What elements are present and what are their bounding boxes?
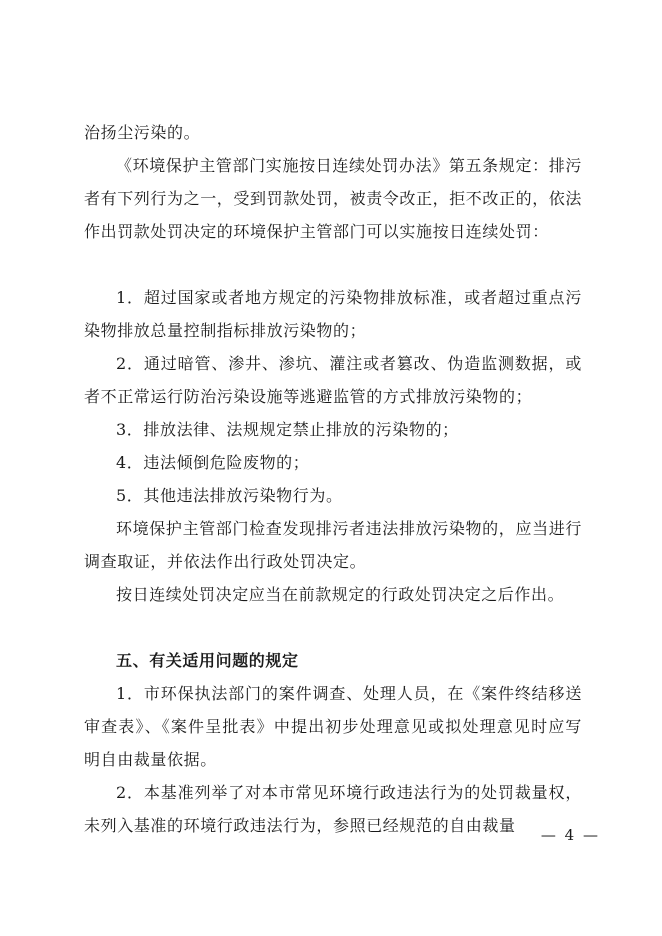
list-item-1: 1．超过国家或者地方规定的污染物排放标准，或者超过重点污染物排放总量控制指标排放污染物的； xyxy=(84,288,582,340)
paragraph-article-five: 《环境保护主管部门实施按日连续处罚办法》第五条规定：排污者有下列行为之一，受到罚款处罚，被责令改正，拒不改正的，依法作出罚款处罚决定的环境保护主管部门可以实施按日连续处罚： xyxy=(84,156,583,241)
section-heading: 五、有关适用问题的规定 xyxy=(116,651,299,670)
section-paragraph-2: 2．本基准列举了对本市常见环境行政违法行为的处罚裁量权，未列入基准的环境行政违法行为，参照已经规范的自由裁量 xyxy=(84,783,582,835)
list-item-4: 4．违法倾倒危险废物的； xyxy=(116,453,310,472)
list-item-5: 5．其他违法排放污染物行为。 xyxy=(116,486,343,505)
paragraph-continuation: 治扬尘污染的。 xyxy=(84,123,201,142)
list-item-2: 2．通过暗管、渗井、渗坑、灌注或者篡改、伪造监测数据，或者不正常运行防治污染设施等逃避监管的方式排放污染物的； xyxy=(84,354,582,406)
paragraph-investigation: 环境保护主管部门检查发现排污者违法排放污染物的，应当进行调查取证，并依法作出行政处罚决定。 xyxy=(84,519,582,571)
list-item-3: 3．排放法律、法规规定禁止排放的污染物的； xyxy=(116,420,459,439)
section-paragraph-1: 1．市环保执法部门的案件调查、处理人员，在《案件终结移送审查表》、《案件呈批表》中提出初步处理意见或拟处理意见时应写明自由裁量依据。 xyxy=(84,684,582,769)
page-number: — 4 — xyxy=(540,826,600,844)
paragraph-daily-penalty: 按日连续处罚决定应当在前款规定的行政处罚决定之后作出。 xyxy=(116,585,565,604)
